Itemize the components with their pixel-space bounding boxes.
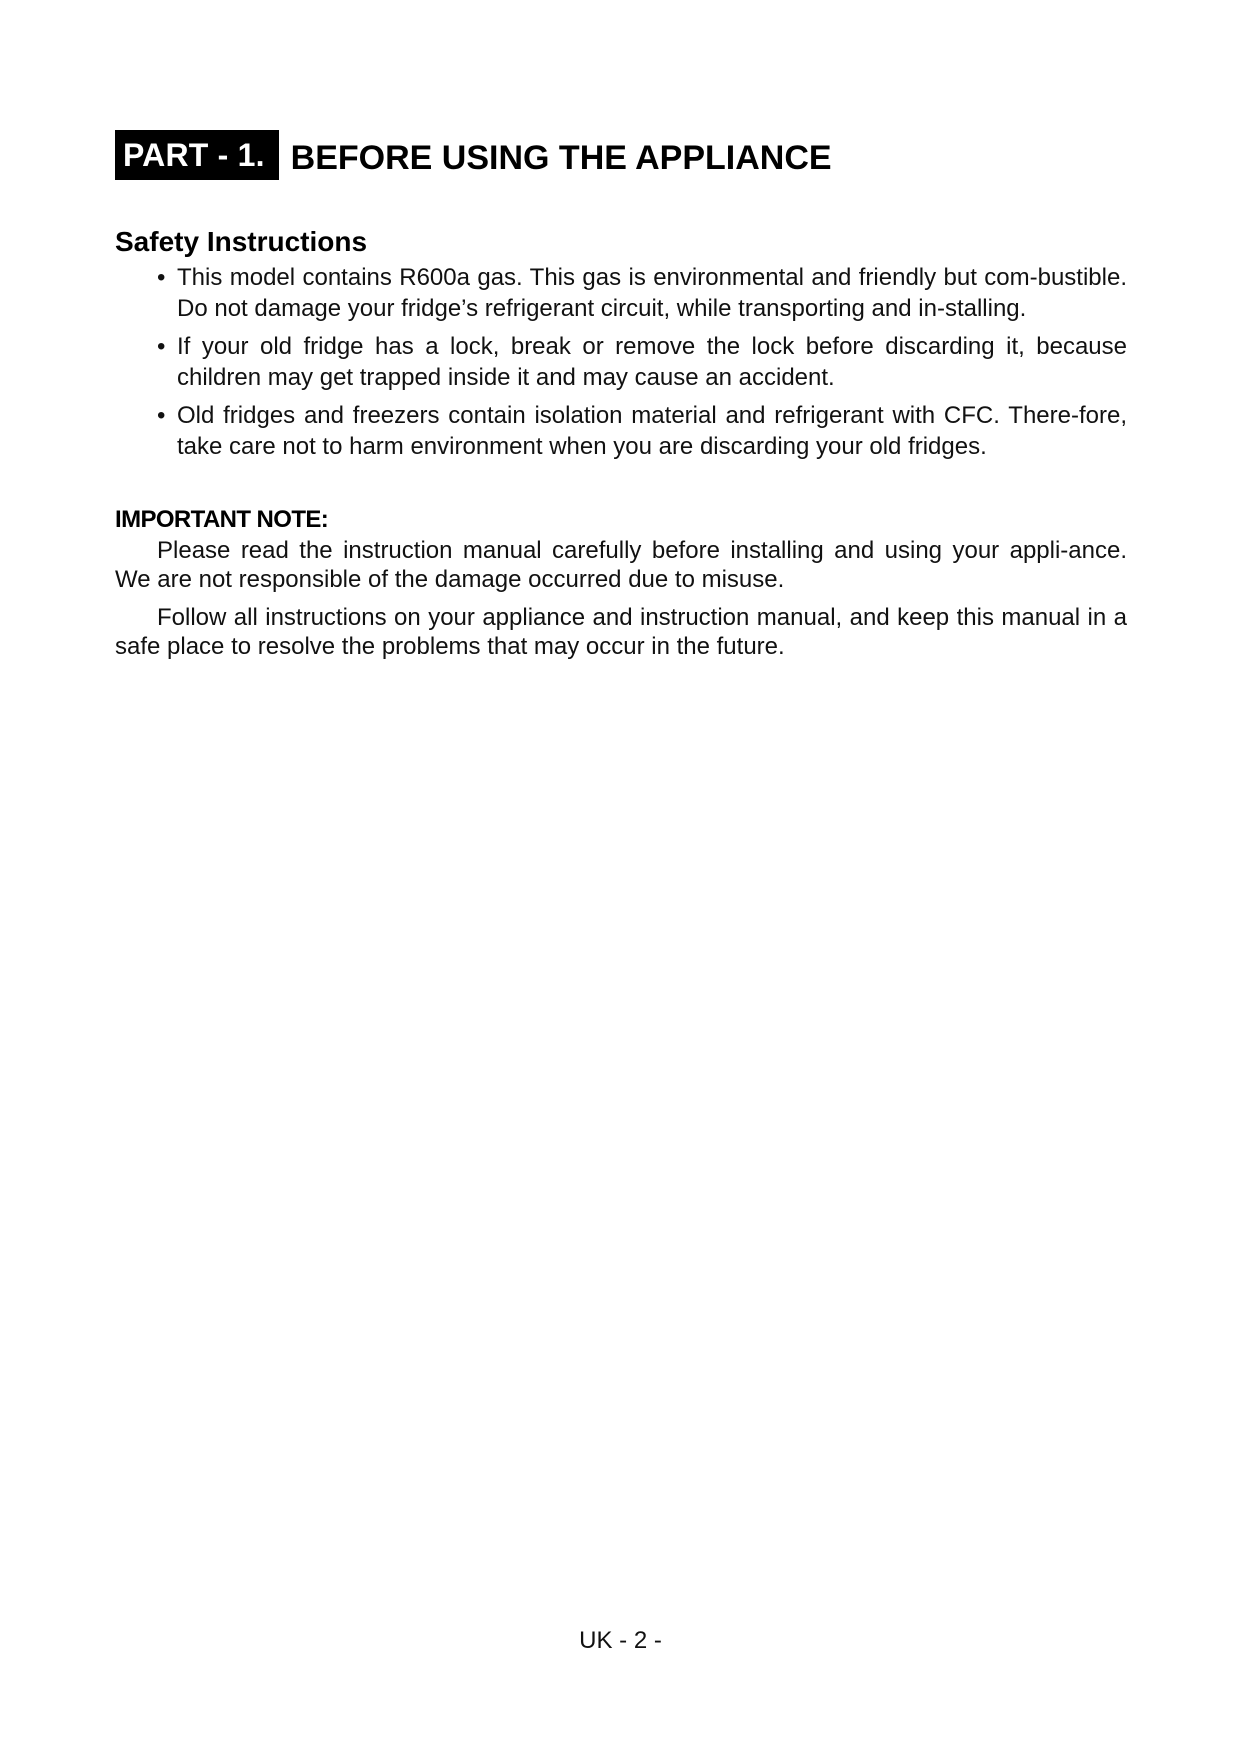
note-paragraph: Please read the instruction manual carefully before installing and using your appli-ance. We are not responsible of the damage occurred due to misuse. — [115, 537, 1127, 593]
bullet-icon: • — [157, 402, 166, 429]
page-number: UK - 2 - — [579, 1627, 662, 1654]
list-item — [115, 262, 1127, 324]
part-header — [115, 130, 832, 180]
important-note-heading: IMPORTANT NOTE: — [115, 506, 329, 533]
page-content — [115, 222, 1127, 670]
note-paragraph: Follow all instructions on your appliance and instruction manual, and keep this manual in a safe place to resolve the problems that may occur in the future. — [115, 604, 1127, 660]
bullet-icon: • — [157, 333, 166, 360]
bullet-icon: • — [157, 264, 166, 291]
list-item — [115, 331, 1127, 393]
list-item-text: If your old fridge has a lock, break or remove the lock before discarding it, because children may get trapped inside it and may cause an accident. — [177, 333, 1127, 391]
list-item-text: This model contains R600a gas. This gas is environmental and friendly but com-bustible. Do not damage your fridge’s refrigerant circuit, while transporting and in-stalling. — [177, 264, 1127, 322]
part-badge: PART - 1. — [115, 130, 279, 180]
list-item-text: Old fridges and freezers contain isolation material and refrigerant with CFC. There-fore, take care not to harm environment when you are discarding your old fridges. — [177, 402, 1127, 460]
list-item — [115, 400, 1127, 462]
safety-heading: Safety Instructions — [115, 226, 368, 257]
part-title: BEFORE USING THE APPLIANCE — [290, 139, 832, 177]
safety-list — [115, 262, 1127, 462]
